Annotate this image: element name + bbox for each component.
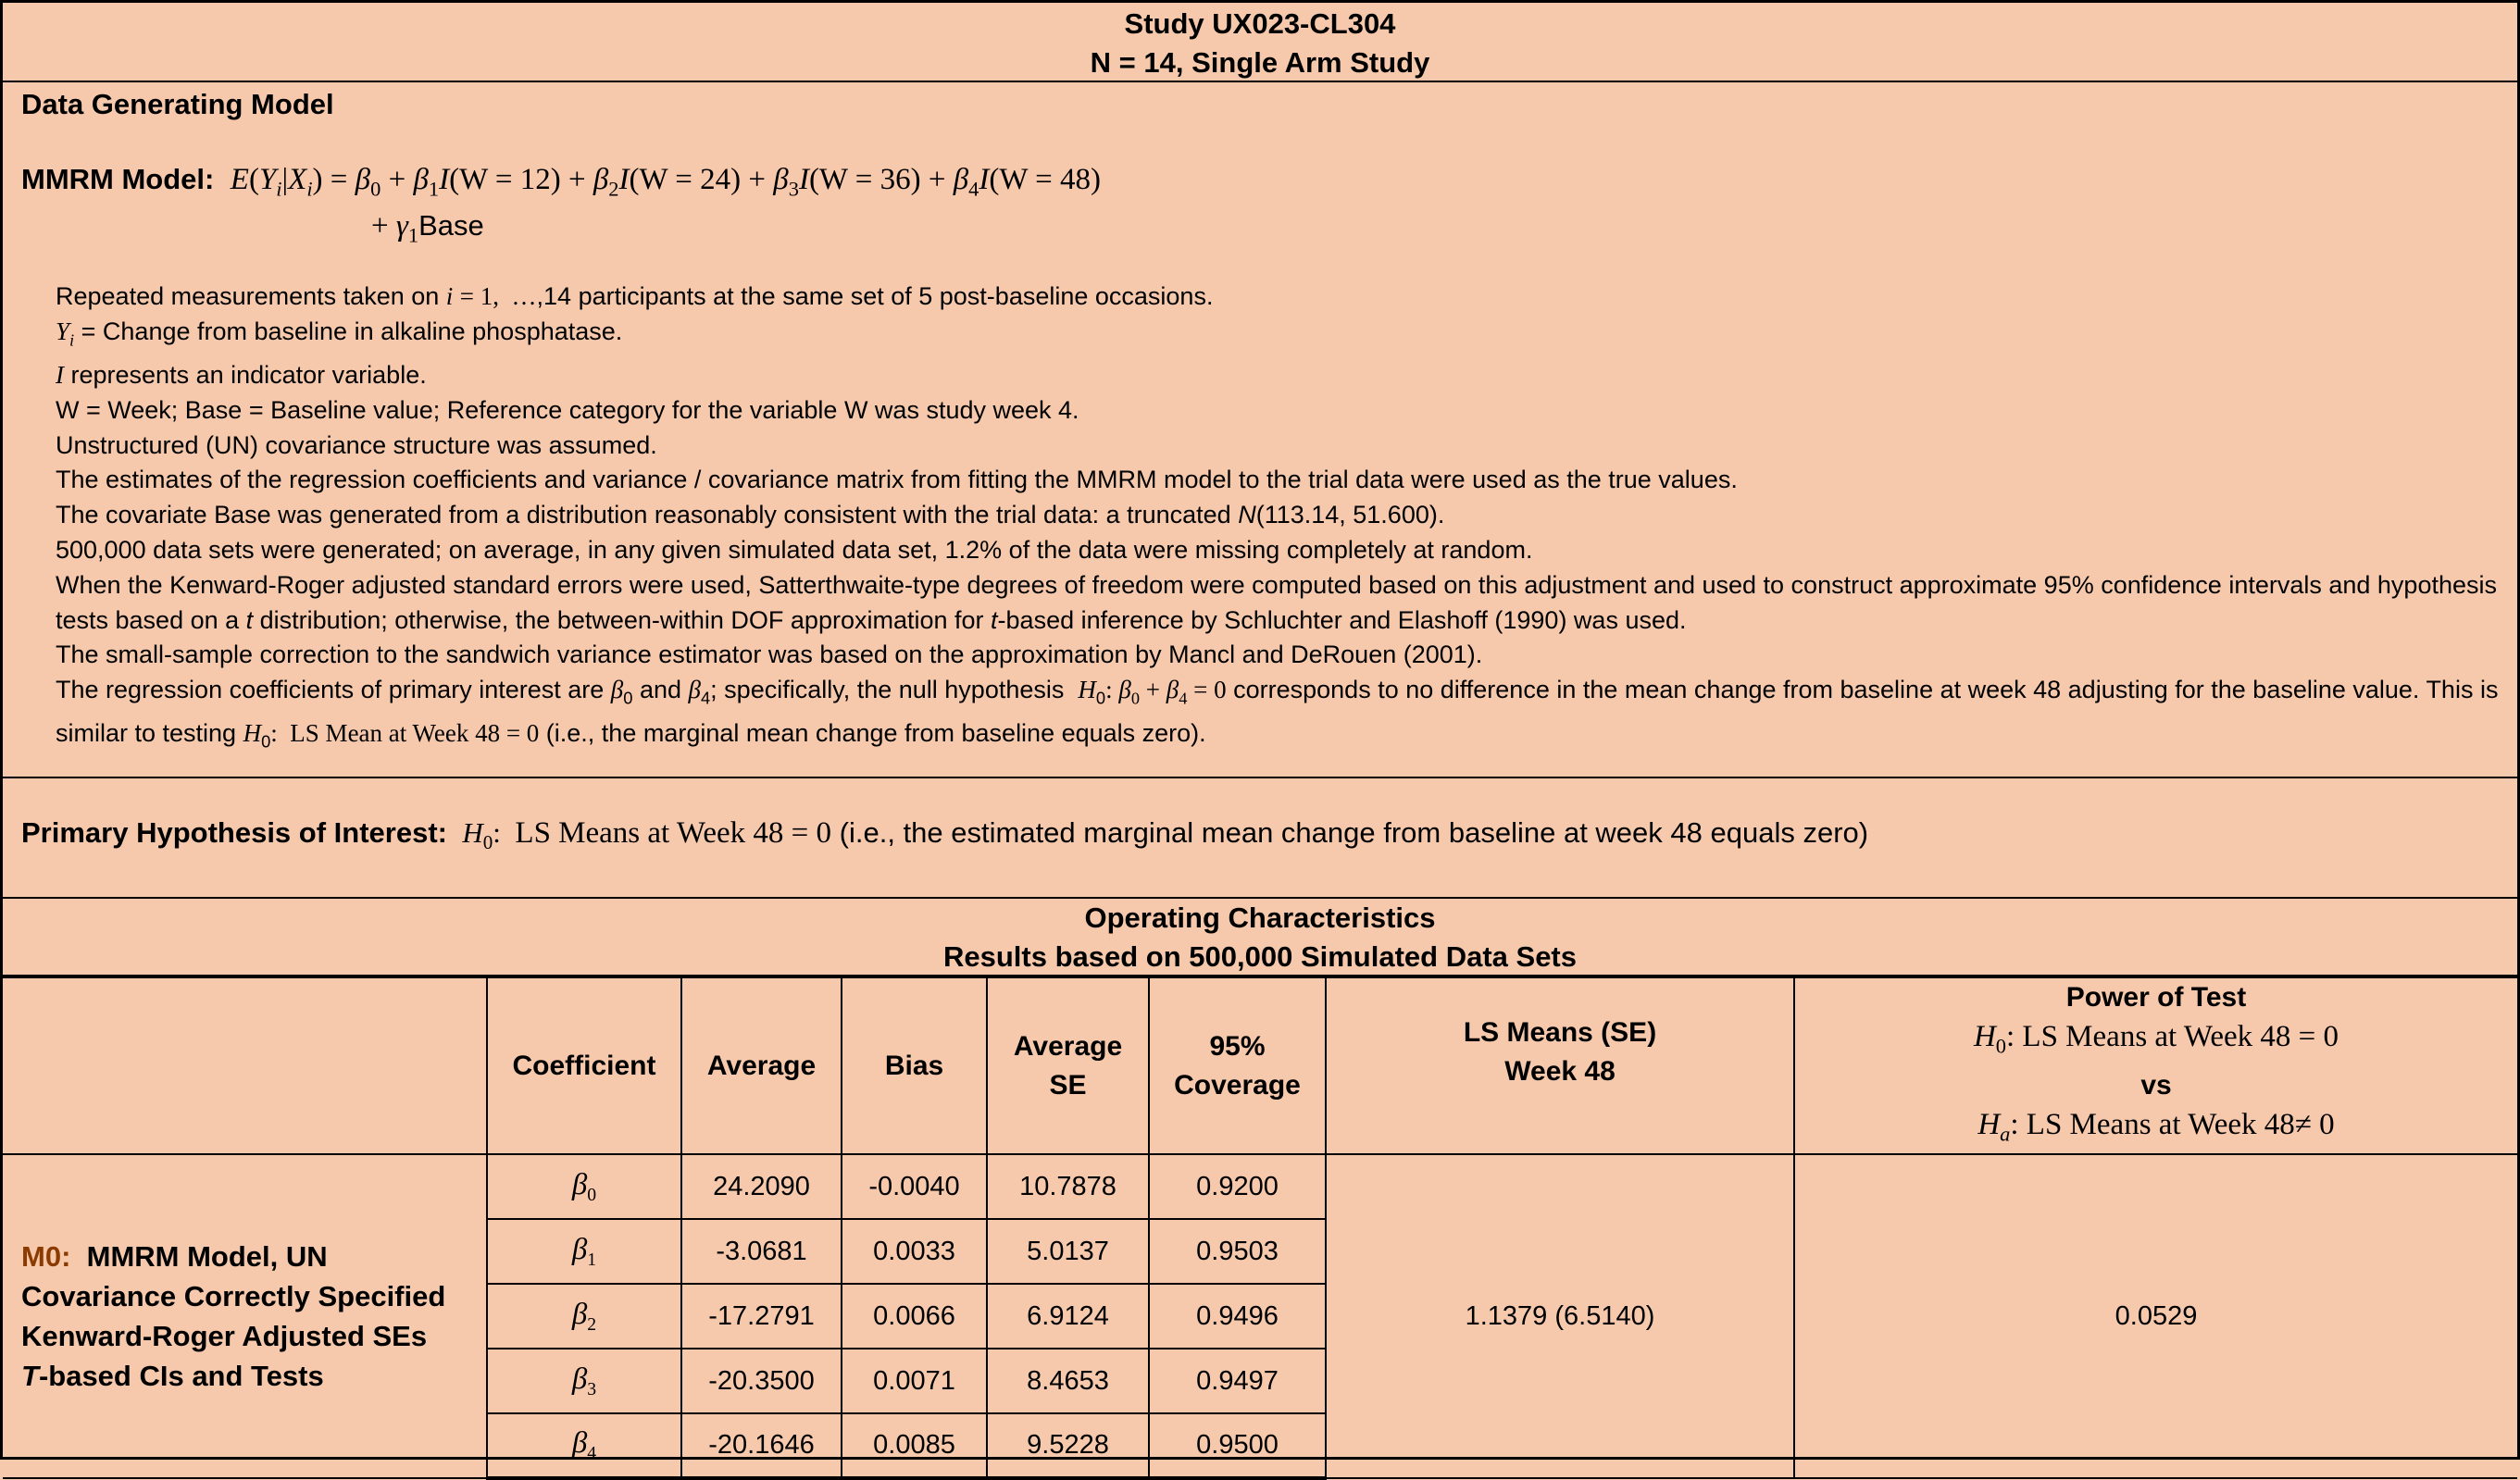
note-6: The estimates of the regression coefficients and variance / covariance matrix from fitting the MMRM model to the trial data were used as the true values. — [56, 466, 1738, 494]
section-heading: Data Generating Model — [21, 88, 334, 120]
header-power: Power of Test $H_0$: LS Means at Week 48 = 0 vs $H_a$: LS Means at Week 48≠ 0 — [1794, 977, 2517, 1154]
header-average-se: Average SE — [987, 977, 1149, 1154]
coverage-cell: 0.9497 — [1149, 1349, 1326, 1413]
header-coefficient: Coefficient — [487, 977, 681, 1154]
coverage-cell: 0.9200 — [1149, 1154, 1326, 1219]
coef-cell: $\beta_2$ — [487, 1284, 681, 1349]
note-5: Unstructured (UN) covariance structure was assumed. — [56, 430, 657, 459]
note-1: Repeated measurements taken on i = 1, …,14 participants at the same set of 5 post-baseline occasions. — [56, 282, 1214, 310]
note-9: When the Kenward-Roger adjusted standard errors were used, Satterthwaite-type degrees of freedom were computed based on this adjustment and used to construct approximate 95% confidence intervals and hypothesis tests based on a t distribution; otherwise, the between-within DOF approximation for t-based inference by Schluchter and Elashoff (1990) was used. — [56, 570, 2497, 634]
lsmeans-value: 1.1379 (6.5140) — [1326, 1154, 1794, 1478]
mmrm-equation: MMRM Model: $E(Y_i|X_i) = \beta_0 + \beta_1I(W = 12) + \beta_2I(W = 24) + \beta_3I(W = 36) + \beta_4I(W = 48)$ — [21, 163, 1101, 201]
bias-cell: 0.0066 — [842, 1284, 987, 1349]
table-row — [3, 1154, 2517, 1219]
results-table — [3, 976, 2517, 1480]
operating-characteristics-band — [3, 897, 2517, 976]
average-cell: -20.1646 — [681, 1413, 842, 1478]
header-average: Average — [681, 977, 842, 1154]
operating-subtitle: Results based on 500,000 Simulated Data Sets — [943, 940, 1577, 973]
primary-hypothesis-band — [3, 777, 2517, 899]
note-7: The covariate Base was generated from a distribution reasonably consistent with the trial data: a truncated N(113.14, 51.600). — [56, 501, 1445, 529]
coef-cell: $\beta_1$ — [487, 1219, 681, 1284]
note-3: I represents an indicator variable. — [56, 360, 427, 389]
operating-title: Operating Characteristics — [1084, 902, 1436, 934]
se-cell: 8.4653 — [987, 1349, 1149, 1413]
header-coverage: 95% Coverage — [1149, 977, 1326, 1154]
study-title-band — [3, 3, 2517, 82]
bias-cell: 0.0033 — [842, 1219, 987, 1284]
table-header-row — [3, 977, 2517, 1154]
primary-hypothesis: Primary Hypothesis of Interest: $H_0$: LS Means at Week 48 = 0 (i.e., the estimated marginal mean change from baseline at week 48 equals zero) — [21, 816, 1869, 854]
primary-hypothesis-label: Primary Hypothesis of Interest: — [21, 816, 447, 849]
average-cell: -17.2791 — [681, 1284, 842, 1349]
note-4: W = Week; Base = Baseline value; Reference category for the variable W was study week 4. — [56, 395, 1079, 424]
coverage-cell: 0.9503 — [1149, 1219, 1326, 1284]
average-cell: -20.3500 — [681, 1349, 842, 1413]
coef-cell: $\beta_4$ — [487, 1413, 681, 1478]
model-notes — [56, 280, 2500, 760]
coef-cell: $\beta_3$ — [487, 1349, 681, 1413]
model-label-cell: M0: MMRM Model, UN Covariance Correctly Specified Kenward-Roger Adjusted SEs T-based CIs and Tests — [3, 1154, 487, 1478]
header-blank — [3, 977, 487, 1154]
mmrm-label: MMRM Model: — [21, 163, 215, 195]
data-generating-model-section — [3, 82, 2517, 778]
note-2: $Y_i$ = Change from baseline in alkaline phosphatase. — [56, 317, 623, 350]
study-design: N = 14, Single Arm Study — [1090, 46, 1430, 79]
mmrm-equation-continued: + $\gamma_1Base$ — [371, 209, 484, 247]
header-lsmeans: LS Means (SE) Week 48 — [1326, 977, 1794, 1154]
bias-cell: 0.0085 — [842, 1413, 987, 1478]
average-cell: -3.0681 — [681, 1219, 842, 1284]
bias-cell: 0.0071 — [842, 1349, 987, 1413]
note-10: The small-sample correction to the sandwich variance estimator was based on the approximation by Mancl and DeRouen (2001). — [56, 641, 1483, 669]
header-bias: Bias — [842, 977, 987, 1154]
se-cell: 9.5228 — [987, 1413, 1149, 1478]
bias-cell: -0.0040 — [842, 1154, 987, 1219]
coverage-cell: 0.9496 — [1149, 1284, 1326, 1349]
note-11: The regression coefficients of primary interest are $\beta_0$ and $\beta_4$; specifically, the null hypothesis $H_0$: $\beta_0 + \beta_4 = 0$ corresponds to no difference in the mean change from baseline at week 48 adjusting for the baseline value. This is similar to testing $H_0$: LS Mean at Week 48 = 0 (i.e., the marginal mean change from baseline equals zero). — [56, 676, 2499, 752]
se-cell: 5.0137 — [987, 1219, 1149, 1284]
study-id: Study UX023-CL304 — [1124, 7, 1396, 40]
primary-hypothesis-formula: LS Means at Week 48 = 0 — [515, 816, 832, 850]
primary-hypothesis-explanation: (i.e., the estimated marginal mean change from baseline at week 48 equals zero) — [839, 816, 1869, 849]
coverage-cell: 0.9500 — [1149, 1413, 1326, 1478]
model-tag: M0: — [21, 1240, 71, 1274]
note-8: 500,000 data sets were generated; on average, in any given simulated data set, 1.2% of the data were missing completely at random. — [56, 535, 1533, 564]
average-cell: 24.2090 — [681, 1154, 842, 1219]
coef-cell: $\beta_0$ — [487, 1154, 681, 1219]
se-cell: 10.7878 — [987, 1154, 1149, 1219]
se-cell: 6.9124 — [987, 1284, 1149, 1349]
power-value: 0.0529 — [1794, 1154, 2517, 1478]
